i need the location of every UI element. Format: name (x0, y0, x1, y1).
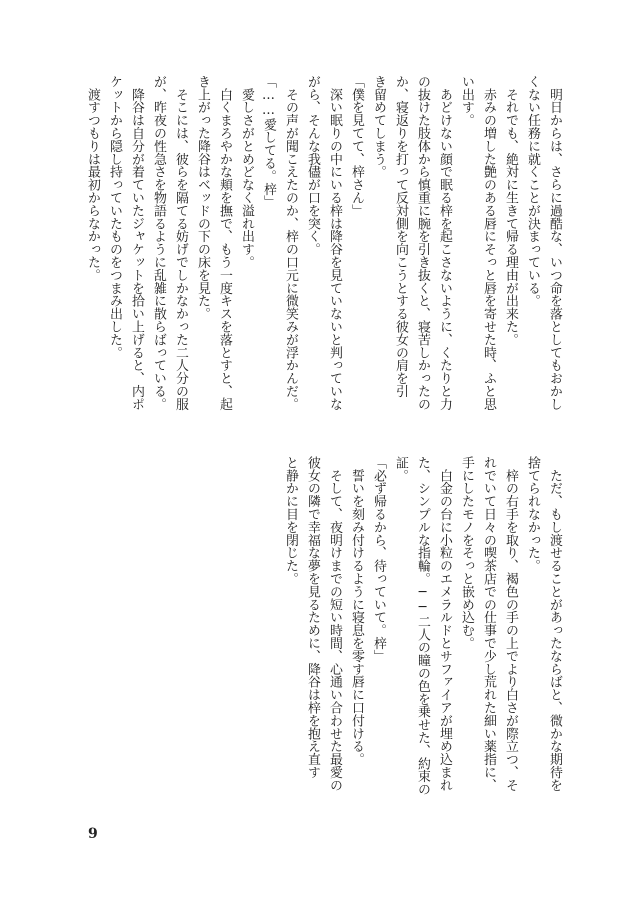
text-line: そして、夜明けまでの短い時間、心通い合わせた最愛の (327, 456, 342, 792)
text-line: 捨てられなかった。 (525, 456, 540, 573)
text-line: 「必ず帰るから、待っていて。梓」 (371, 456, 386, 663)
text-line: が、昨夜の性急さを物語るように乱雑に散らばっている。 (151, 75, 166, 411)
text-line: 明日からは、さらに過酷な、いつ命を落としてもおかし (547, 75, 562, 411)
text-line: 愛しさがとめどなく溢れ出す。 (239, 75, 254, 269)
text-line: ただ、もし渡せることがあったならばと、微かな期待を (547, 456, 562, 792)
text-line: それでも、絶対に生きて帰る理由が出来た。 (503, 75, 518, 346)
text-line: き留めてしまう。 (371, 75, 386, 179)
text-line: がら、そんな我儘が口を突く。 (305, 75, 320, 256)
text-line: 渡すつもりは最初からなかった。 (85, 75, 100, 282)
text-line: 赤みの増した艶のある唇にそっと唇を寄せた時、ふと思 (481, 75, 496, 411)
text-line: 彼女の隣で幸福な夢を見るために、降谷は梓を抱え直す (305, 456, 320, 779)
text-line: 誓いを刻み付けるように寝息を零す唇に口付ける。 (349, 456, 364, 766)
text-line: 白金の台に小粒のエメラルドとサファイアが埋め込まれ (437, 456, 452, 792)
text-line: 梓の右手を取り、褐色の手の上でより白さが際立つ、そ (503, 456, 518, 792)
text-line: 証。 (393, 456, 408, 482)
text-line: の抜けた肢体から慎重に腕を引き抜くと、寝苦しかったの (415, 75, 430, 411)
text-line: その声が聞こえたのか、梓の口元に微笑みが浮かんだ。 (283, 75, 298, 411)
text-line: くない任務に就くことが決まっている。 (525, 75, 540, 308)
text-line: 白くまろやかな頬を撫で、もう一度キスを落とすと、起 (217, 75, 232, 411)
text-block-upper (81, 75, 565, 425)
text-block-lower (279, 456, 565, 806)
text-line: か、寝返りを打って反対側を向こうとする彼女の肩を引 (393, 75, 408, 398)
text-line: 「……愛してる。梓」 (261, 75, 276, 209)
text-line: れでいて日々の喫茶店での仕事で少し荒れた細い薬指に、 (481, 456, 496, 792)
text-line: 「僕を見てて、梓さん」 (349, 75, 364, 217)
text-line: 手にしたモノをそっと嵌め込む。 (459, 456, 474, 650)
text-line: そこには、彼らを隔てる妨げでしかなかった二人分の服 (173, 75, 188, 411)
text-line: い出す。 (459, 75, 474, 127)
text-line: き上がった降谷はベッドの下の床を見た。 (195, 75, 210, 321)
text-line: 深い眠りの中にいる梓は降谷を見ていないと判っていな (327, 75, 342, 411)
text-line: と静かに目を閉じた。 (283, 456, 298, 585)
page-number: 9 (88, 826, 98, 842)
text-line: た、シンプルな指輪。──二人の瞳の色を乗せた、約束の (415, 456, 430, 796)
text-line: 降谷は自分が着ていたジャケットを拾い上げると、内ポ (129, 75, 144, 411)
text-line: あどけない顔で眠る梓を起こさないように、くたりと力 (437, 75, 452, 411)
text-line: ケットから隠し持っていたものをつまみ出した。 (107, 75, 122, 359)
